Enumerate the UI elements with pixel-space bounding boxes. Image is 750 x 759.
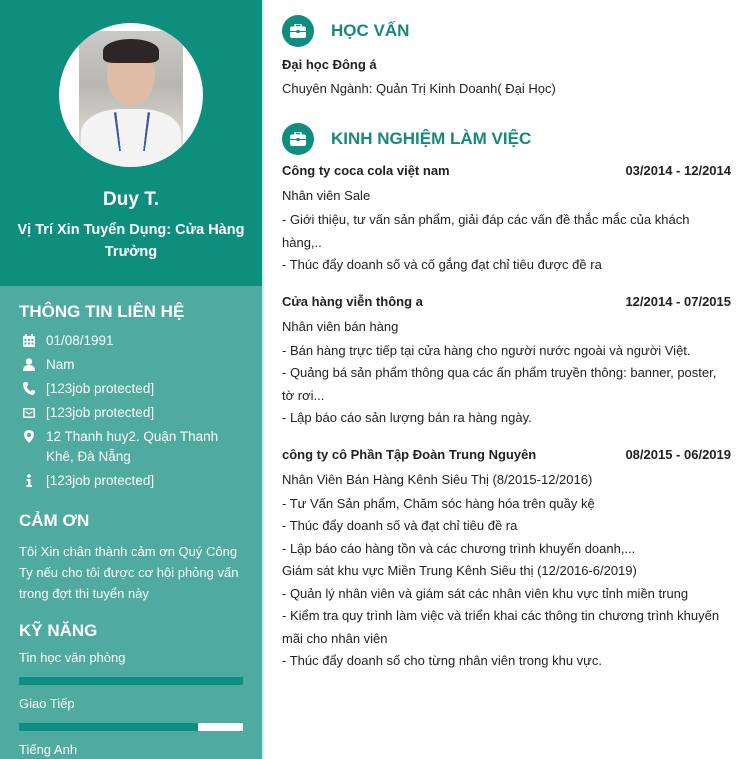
avatar	[59, 23, 203, 167]
desired-position: Vị Trí Xin Tuyển Dụng: Cửa Hàng Trưởng	[17, 222, 245, 260]
skills-title: KỸ NĂNG	[19, 621, 98, 640]
briefcase-icon	[282, 123, 314, 155]
calendar-icon	[19, 331, 46, 351]
contact-value: Nam	[46, 357, 75, 372]
thanks-section	[0, 511, 262, 604]
phone-icon	[19, 379, 46, 399]
job-entry	[282, 160, 731, 277]
skill-bar-fill	[19, 677, 243, 685]
skill-bar-fill	[19, 723, 198, 731]
job-line: - Quản lý nhân viên và giám sát các nhân viên khu vực tỉnh miền trung	[282, 585, 689, 601]
company-name: Công ty coca cola việt nam	[282, 163, 450, 178]
user-icon	[19, 355, 46, 375]
job-entry	[282, 444, 731, 673]
briefcase-icon	[282, 15, 314, 47]
job-line: Giám sát khu vực Miền Trung Kênh Siêu thị (12/2016-6/2019)	[282, 563, 637, 578]
skill-bar	[19, 677, 243, 685]
job-line: - Thúc đẩy doanh số và cố gắng đạt chỉ tiêu được đề ra	[282, 257, 602, 272]
contact-birthday	[19, 331, 243, 351]
contact-section	[0, 286, 262, 491]
envelope-icon	[19, 403, 46, 423]
skill-label: Giao Tiếp	[19, 696, 75, 711]
contact-value: [123job protected]	[46, 473, 155, 488]
thanks-text: Tôi Xin chân thành cảm ơn Quý Công Ty nếu cho tôi được cơ hội phỏng vấn trong đợt thi tuyển này	[19, 544, 239, 601]
contact-email	[19, 403, 243, 423]
company-name: Cửa hàng viễn thông a	[282, 293, 423, 309]
education-entry	[282, 54, 731, 100]
education-title: HỌC VẤN	[331, 21, 410, 40]
contact-gender	[19, 355, 243, 375]
job-entry	[282, 291, 731, 430]
contact-address	[19, 427, 243, 467]
skill-label: Tin học văn phòng	[19, 650, 126, 665]
skill-bar	[19, 723, 243, 731]
job-line: - Thúc đẩy doanh số và đạt chỉ tiêu đề ra	[282, 518, 518, 533]
sidebar	[0, 0, 262, 759]
experience-header	[282, 122, 731, 156]
contact-value: 12 Thanh huy2. Quận Thanh Khê, Đà Nẵng	[46, 429, 219, 464]
job-role: Nhân viên bán hàng	[282, 318, 399, 334]
job-period: 03/2014 - 12/2014	[625, 163, 731, 178]
job-period: 08/2015 - 06/2019	[625, 446, 731, 462]
contact-phone	[19, 379, 243, 399]
experience-title: KINH NGHIỆM LÀM VIỆC	[331, 129, 532, 148]
thanks-title: CẢM ƠN	[19, 511, 90, 530]
job-line: - Tư Vấn Sản phẩm, Chăm sóc hàng hóa trên quầy kệ	[282, 495, 595, 511]
job-role: Nhân viên Sale	[282, 188, 371, 203]
job-line: - Kiểm tra quy trình làm việc và triển khai các thông tin chương trình khuyến mãi cho nhân viên	[282, 608, 720, 646]
profile-header	[0, 0, 262, 286]
job-line: - Lập báo cáo sản lượng bán ra hàng ngày.	[282, 410, 532, 425]
company-name: công ty cô Phần Tập Đoàn Trung Nguyên	[282, 446, 537, 462]
contact-value: 01/08/1991	[46, 333, 114, 348]
job-line: - Giới thiệu, tư vấn sản phẩm, giải đáp các vấn đề thắc mắc của khách hàng,..	[282, 212, 690, 250]
contact-value: [123job protected]	[46, 405, 155, 420]
main-content	[262, 0, 750, 759]
school-name: Đại học Đông á	[282, 57, 377, 72]
skill-label: Tiếng Anh	[19, 742, 78, 757]
job-line: - Lập báo cáo hàng tồn và các chương trình khuyến doanh,...	[282, 540, 636, 556]
candidate-name: Duy T.	[103, 189, 159, 210]
experience-list	[282, 160, 731, 673]
job-line: - Bán hàng trực tiếp tại cửa hàng cho người nước ngoài và người Việt.	[282, 342, 691, 358]
skills-section	[0, 621, 262, 759]
job-period: 12/2014 - 07/2015	[625, 293, 731, 309]
contact-other	[19, 471, 243, 491]
contact-title: THÔNG TIN LIÊN HỆ	[19, 302, 185, 321]
education-header	[282, 14, 731, 48]
map-marker-icon	[19, 427, 46, 467]
job-line: - Thúc đẩy doanh số cho từng nhân viên trong khu vực.	[282, 653, 602, 668]
major: Chuyên Ngành: Quản Trị Kinh Doanh( Đại Học)	[282, 81, 556, 96]
info-icon	[19, 471, 46, 491]
job-role: Nhân Viên Bán Hàng Kênh Siêu Thị (8/2015-12/2016)	[282, 471, 593, 487]
contact-value: [123job protected]	[46, 381, 155, 396]
job-line: - Quảng bá sản phẩm thông qua các ấn phẩm truyền thông: banner, poster, tờ rơi...	[282, 365, 717, 403]
